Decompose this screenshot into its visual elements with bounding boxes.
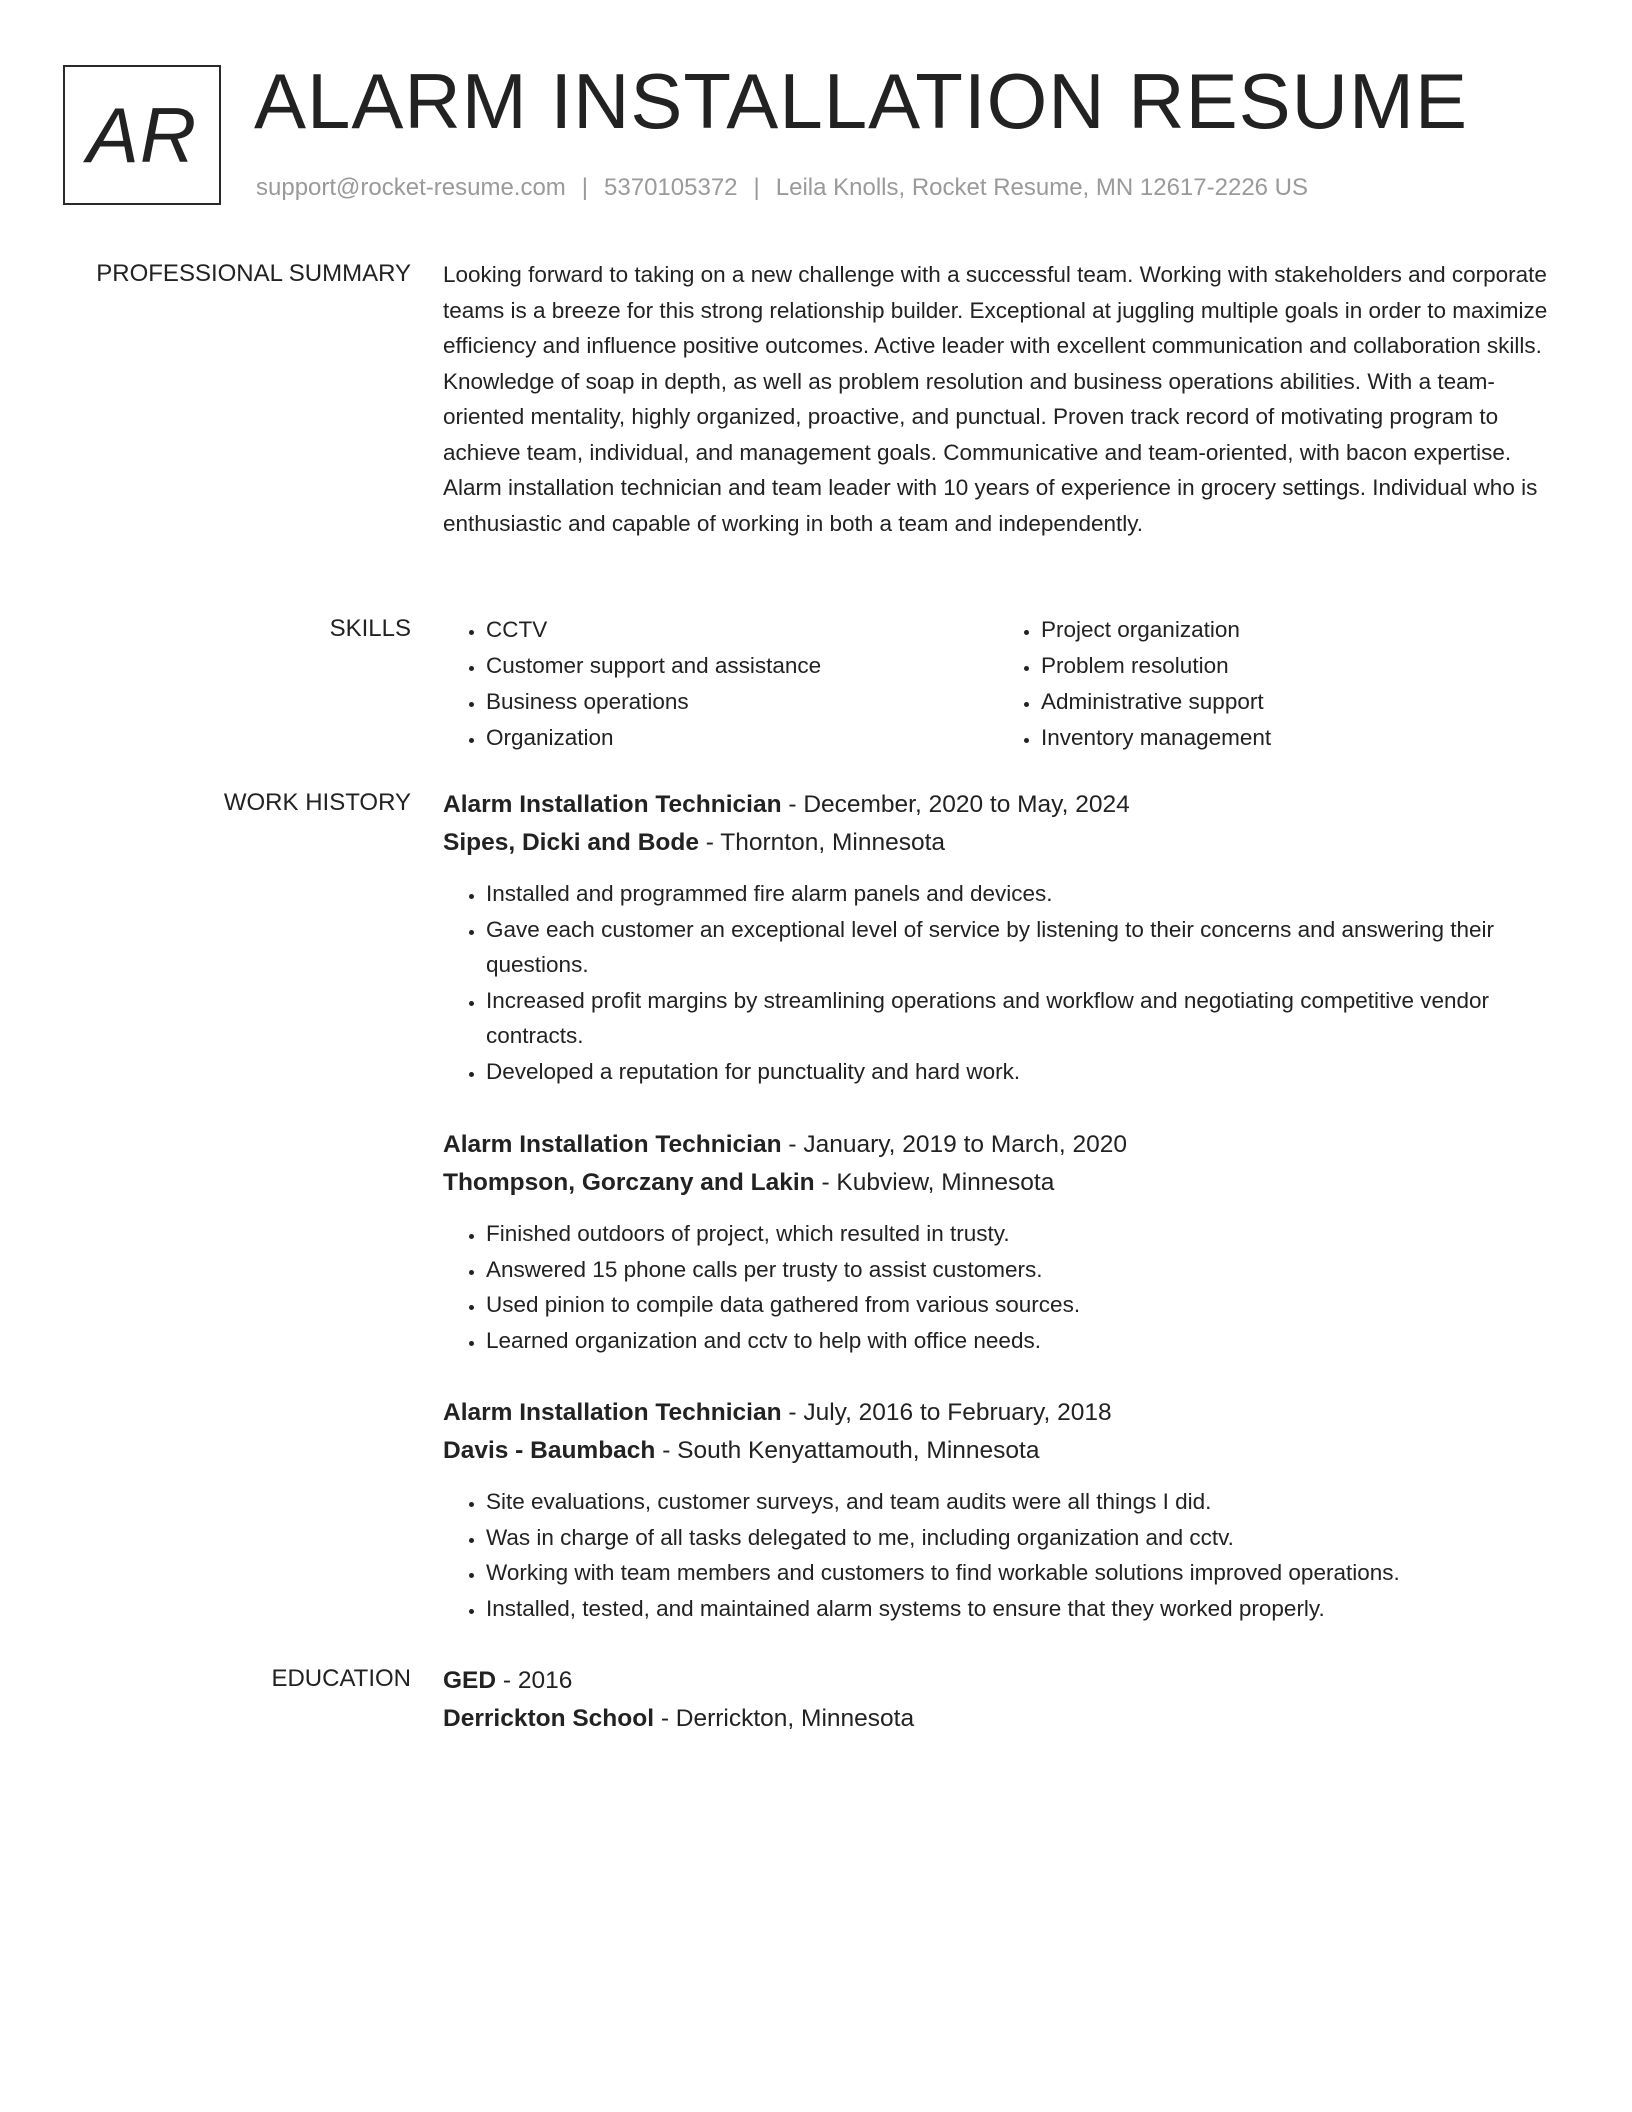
job-dates: - July, 2016 to February, 2018 (781, 1399, 1112, 1426)
skill-item: • CCTV (486, 612, 998, 648)
skills-grid (443, 612, 1553, 756)
education-year: - 2016 (496, 1667, 573, 1694)
section-label-skills: SKILLS (329, 615, 411, 642)
job-company: Sipes, Dicki and Bode (443, 829, 699, 856)
skill-item: • Customer support and assistance (486, 648, 998, 684)
job-bullet: • Gave each customer an exceptional level of service by listening to their concerns and answering their questions. (486, 912, 1553, 983)
contact-separator: | (581, 174, 589, 201)
education-degree: GED (443, 1667, 497, 1694)
skill-item: • Inventory management (1041, 720, 1553, 756)
job-bullet: • Learned organization and cctv to help with office needs. (486, 1323, 1553, 1359)
job-bullet-list (443, 1484, 1553, 1626)
contact-phone[interactable]: 5370105372 (604, 174, 738, 201)
job-bullet: • Working with team members and customers to find workable solutions improved operations. (486, 1555, 1553, 1591)
job-body (443, 786, 1553, 1089)
skill-item: • Organization (486, 720, 998, 756)
education-school-line (443, 1700, 1553, 1738)
job-bullet: • Installed and programmed fire alarm panels and devices. (486, 876, 1553, 912)
job-title: Alarm Installation Technician (443, 791, 782, 818)
job-bullet: • Finished outdoors of project, which resulted in trusty. (486, 1216, 1553, 1252)
document-title: ALARM INSTALLATION RESUME (254, 57, 1469, 145)
job-title-line (443, 786, 1553, 824)
job-title-line (443, 1394, 1553, 1432)
skill-item: • Problem resolution (1041, 648, 1553, 684)
job-bullet: • Installed, tested, and maintained alarm systems to ensure that they worked properly. (486, 1591, 1553, 1627)
job-location: - Kubview, Minnesota (814, 1169, 1055, 1196)
job-company-line (443, 1164, 1553, 1202)
education-body (443, 1662, 1553, 1738)
education-school: Derrickton School (443, 1705, 655, 1732)
section-label-summary: PROFESSIONAL SUMMARY (96, 260, 411, 287)
job-body (443, 1126, 1553, 1358)
job-title-line (443, 1126, 1553, 1164)
monogram-initials: AR (86, 90, 198, 179)
job-bullet: • Used pinion to compile data gathered from various sources. (486, 1287, 1553, 1323)
job-dates: - January, 2019 to March, 2020 (781, 1131, 1128, 1158)
job-bullet: • Developed a reputation for punctuality and hard work. (486, 1054, 1553, 1090)
skill-item: • Project organization (1041, 612, 1553, 648)
job-title: Alarm Installation Technician (443, 1131, 782, 1158)
job-location: - Thornton, Minnesota (698, 829, 946, 856)
job-bullet: • Increased profit margins by streamlining operations and workflow and negotiating competitive vendor contracts. (486, 983, 1553, 1054)
job-location: - South Kenyattamouth, Minnesota (655, 1437, 1040, 1464)
contact-email[interactable]: support@rocket-resume.com (256, 174, 566, 201)
job-company-line (443, 1432, 1553, 1470)
job-bullet-list (443, 1216, 1553, 1358)
education-location: - Derrickton, Minnesota (654, 1705, 915, 1732)
job-bullet: • Site evaluations, customer surveys, and team audits were all things I did. (486, 1484, 1553, 1520)
summary-body (443, 257, 1553, 541)
summary-text: Looking forward to taking on a new challenge with a successful team. Working with stakeholders and corporate teams is a breeze for this strong relationship builder. Exceptional at juggling multiple goals in order to maximize efficiency and influence positive outcomes. Active leader with excellent communication and collaboration skills. Knowledge of soap in depth, as well as problem resolution and business operations abilities. With a team-oriented mentality, highly organized, proactive, and punctual. Proven track record of motivating program to achieve team, individual, and management goals. Communicative and team-oriented, with bacon expertise. Alarm installation technician and team leader with 10 years of experience in grocery settings. Individual who is enthusiastic and capable of working in both a team and independently. (443, 262, 1548, 536)
contact-separator: | (753, 174, 760, 201)
job-bullet-list (443, 876, 1553, 1089)
job-company: Davis - Baumbach (443, 1437, 656, 1464)
job-bullet: • Answered 15 phone calls per trusty to assist customers. (486, 1252, 1553, 1288)
skill-item: • Business operations (486, 684, 998, 720)
job-company: Thompson, Gorczany and Lakin (443, 1169, 815, 1196)
job-dates: - December, 2020 to May, 2024 (781, 791, 1130, 818)
job-title: Alarm Installation Technician (443, 1399, 782, 1426)
section-label-work-history: WORK HISTORY (223, 789, 411, 816)
section-label-education: EDUCATION (271, 1665, 411, 1692)
contact-address: Leila Knolls, Rocket Resume, MN 12617-2226 US (775, 174, 1309, 201)
skill-item: • Administrative support (1041, 684, 1553, 720)
job-bullet: • Was in charge of all tasks delegated to me, including organization and cctv. (486, 1520, 1553, 1556)
skills-list-right (998, 612, 1553, 756)
education-degree-line (443, 1662, 1553, 1700)
job-company-line (443, 824, 1553, 862)
monogram-box (63, 65, 221, 205)
contact-line (256, 174, 1308, 202)
skills-list-left (443, 612, 998, 756)
job-body (443, 1394, 1553, 1626)
